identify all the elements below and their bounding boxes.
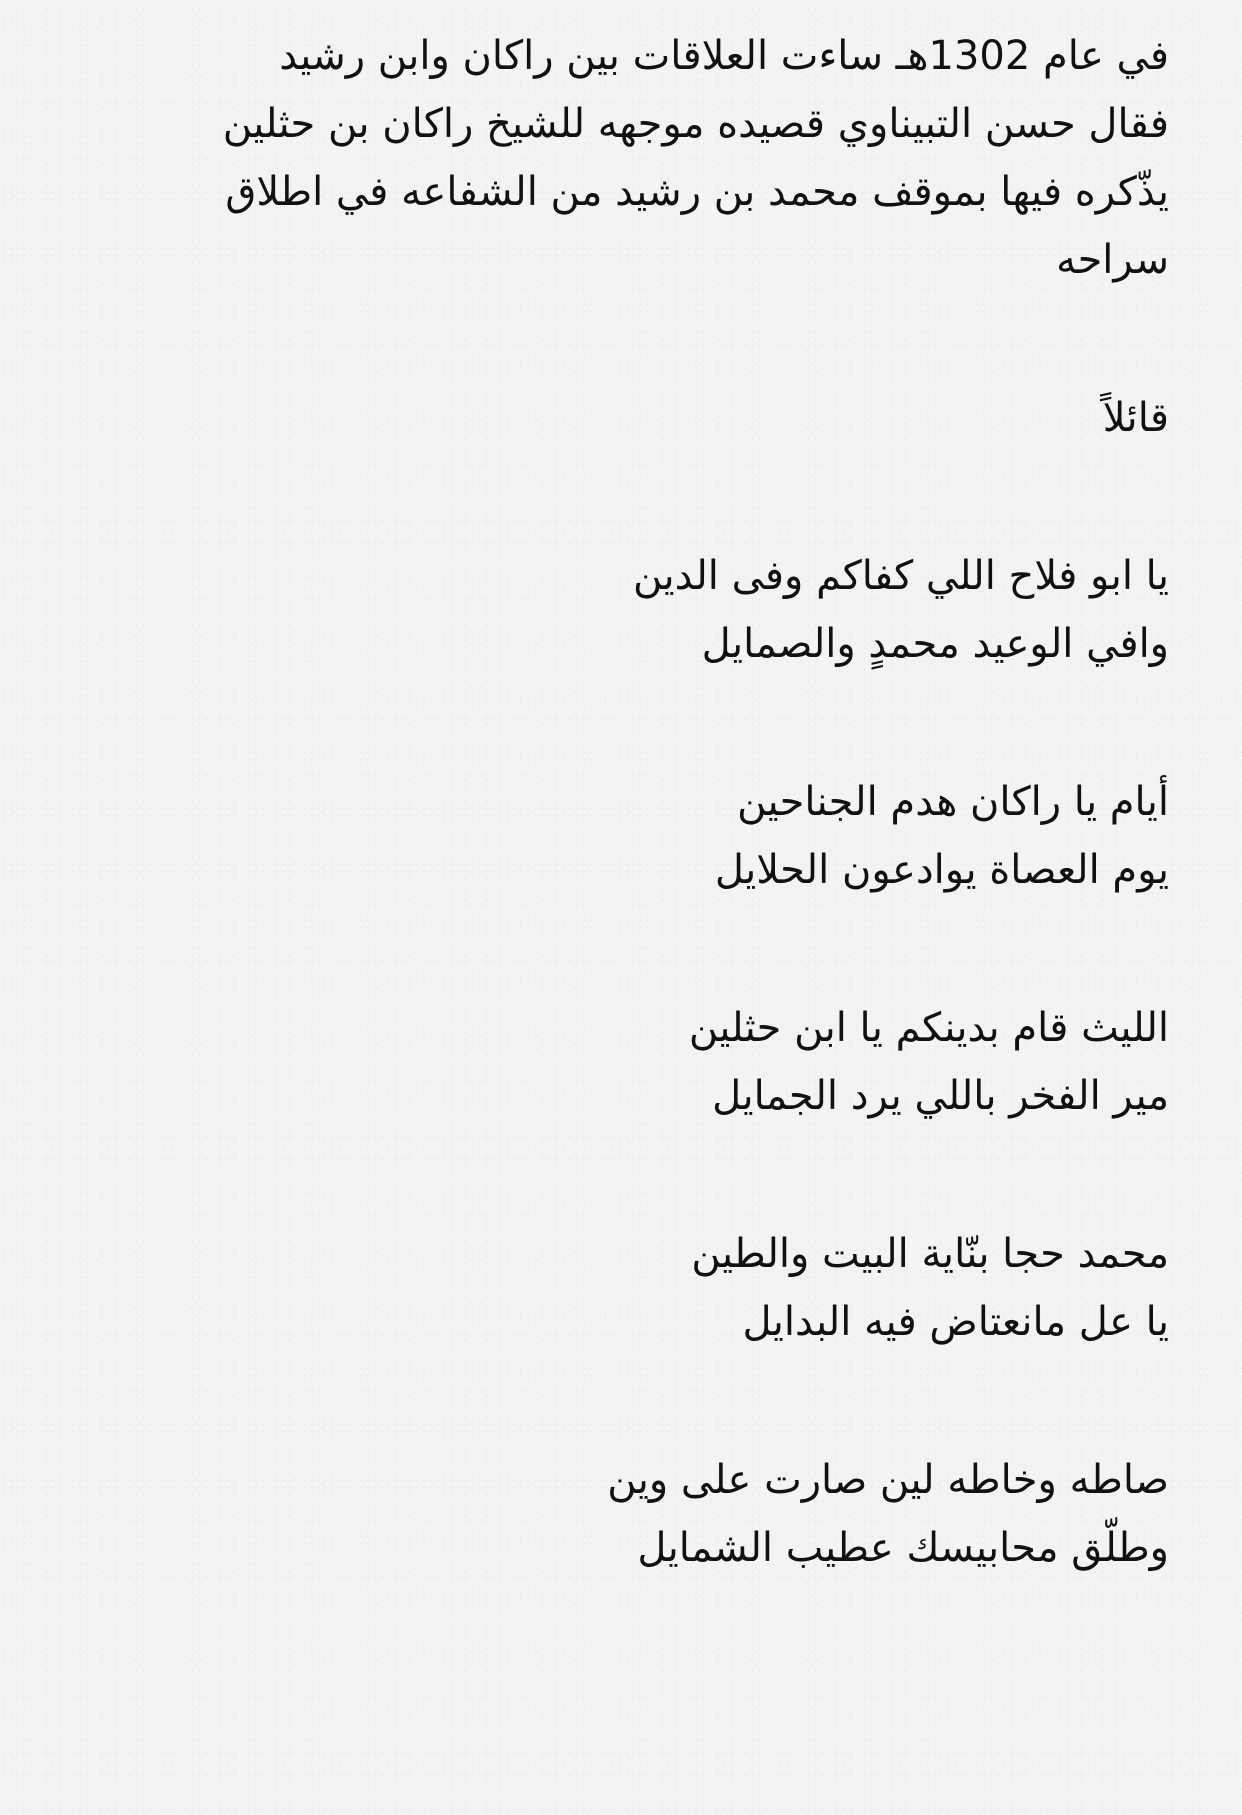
poem-stanza-3 (120, 994, 1169, 1130)
poem-stanza-5 (120, 1446, 1169, 1582)
intro-line-4: سراحه (1056, 237, 1169, 283)
poem-verse-second: يا عل مانعتاض فيه البدايل (742, 1299, 1169, 1345)
saying-label: قائلاً (1102, 395, 1169, 441)
poem-verse-first: محمد حجا بنّاية البيت والطين (691, 1231, 1169, 1277)
intro-line-3: يذّكره فيها بموقف محمد بن رشيد من الشفاعه في اطلاق (225, 169, 1169, 215)
poem-verse-second: وطلّق محابيسك عطيب الشمايل (637, 1525, 1169, 1571)
intro-line-1: في عام 1302هـ ساءت العلاقات بين راكان وابن رشيد (279, 33, 1169, 79)
intro-line-2: فقال حسن التبيناوي قصيده موجهه للشيخ راكان بن حثلين (222, 101, 1169, 147)
poem-verse-first: الليث قام بدينكم يا ابن حثلين (688, 1005, 1169, 1051)
poem-verse-first: صاطه وخاطه لين صارت على وين (607, 1457, 1169, 1503)
poem-stanza-1 (120, 542, 1169, 678)
poem-stanza-2 (120, 768, 1169, 904)
poem-verse-first: أيام يا راكان هدم الجناحين (737, 779, 1169, 825)
poem-stanza-4 (120, 1220, 1169, 1356)
poem-verse-second: مير الفخر باللي يرد الجمايل (712, 1073, 1169, 1119)
poem-verse-second: يوم العصاة يوادعون الحلايل (714, 847, 1169, 893)
poem-verse-first: يا ابو فلاح اللي كفاكم وفى الدين (633, 553, 1169, 599)
poem-verse-second: وافي الوعيد محمدٍ والصمايل (701, 621, 1169, 667)
